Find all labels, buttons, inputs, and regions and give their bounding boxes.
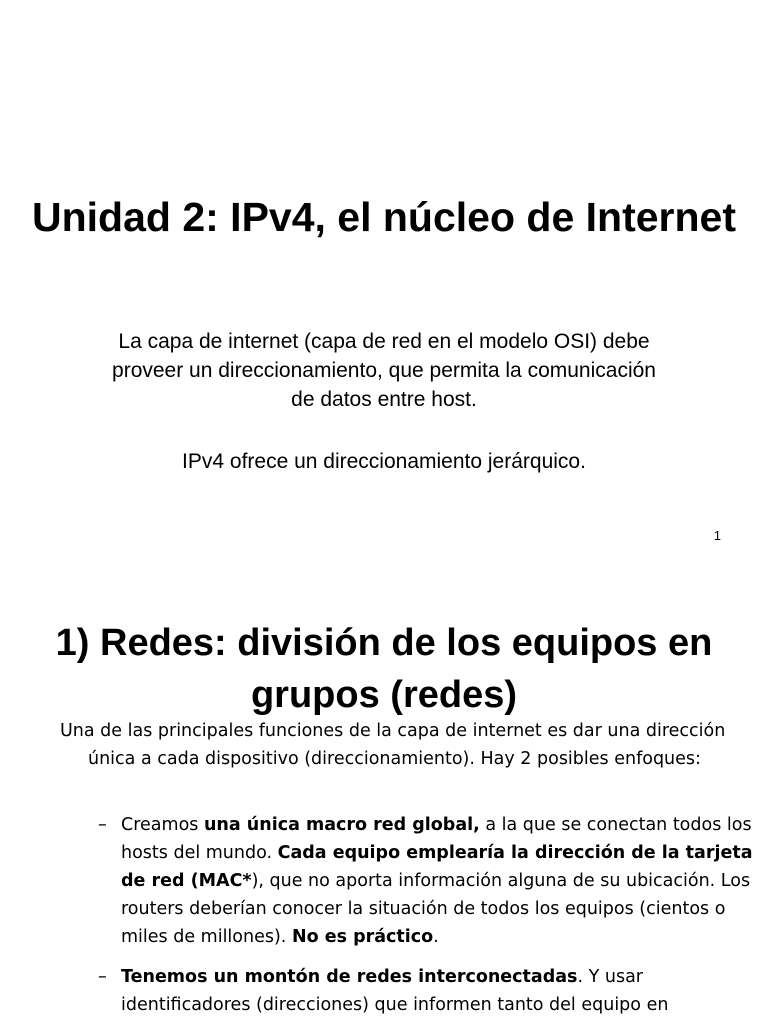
slide-2: [0, 560, 768, 1024]
bullet-2-bold-1: Tenemos un montón de redes interconectadas: [121, 967, 578, 987]
bullet-1-bold-2: Cada equipo emplearía la dirección de la tarjeta de red (MAC*: [121, 843, 753, 891]
bullet-dash: –: [98, 815, 107, 835]
bullet-dash: –: [98, 967, 107, 987]
bullet-2-text-1: . Y usar identificadores (direcciones) que informen tanto del equipo en: [121, 967, 669, 1015]
bullet-1-text-4: .: [433, 927, 439, 947]
page-number: 1: [713, 528, 721, 543]
slide-1-title: Unidad 2: IPv4, el núcleo de Internet: [32, 194, 736, 240]
bullet-1-text-3: ), que no aporta información alguna de su ubicación. Los routers deberían conocer la situación de todos los equipos (cientos o miles de millones).: [121, 871, 751, 947]
bullet-item-2: [98, 963, 761, 1019]
bullet-1-text-1: Creamos: [121, 815, 204, 835]
bullet-1-bold-3: No es práctico: [291, 927, 434, 947]
intro-paragraph: Una de las principales funciones de la capa de internet es dar una dirección única a cada dispositivo (direccionamiento). Hay 2 posibles enfoques:: [60, 721, 726, 769]
slide-1-paragraph-2: IPv4 ofrece un direccionamiento jerárquico.: [182, 450, 586, 473]
bullet-1-bold-1: una única macro red global,: [203, 815, 480, 835]
slide-1-paragraph-1: La capa de internet (capa de red en el modelo OSI) debe proveer un direccionamiento, que permita la comunicación de datos entre host.: [112, 330, 656, 411]
bullet-1-text-2: a la que se conectan todos los hosts del mundo.: [121, 815, 752, 863]
slide-2-title: 1) Redes: división de los equipos en grupos (redes): [55, 622, 713, 716]
bullet-item-1: [98, 811, 761, 951]
